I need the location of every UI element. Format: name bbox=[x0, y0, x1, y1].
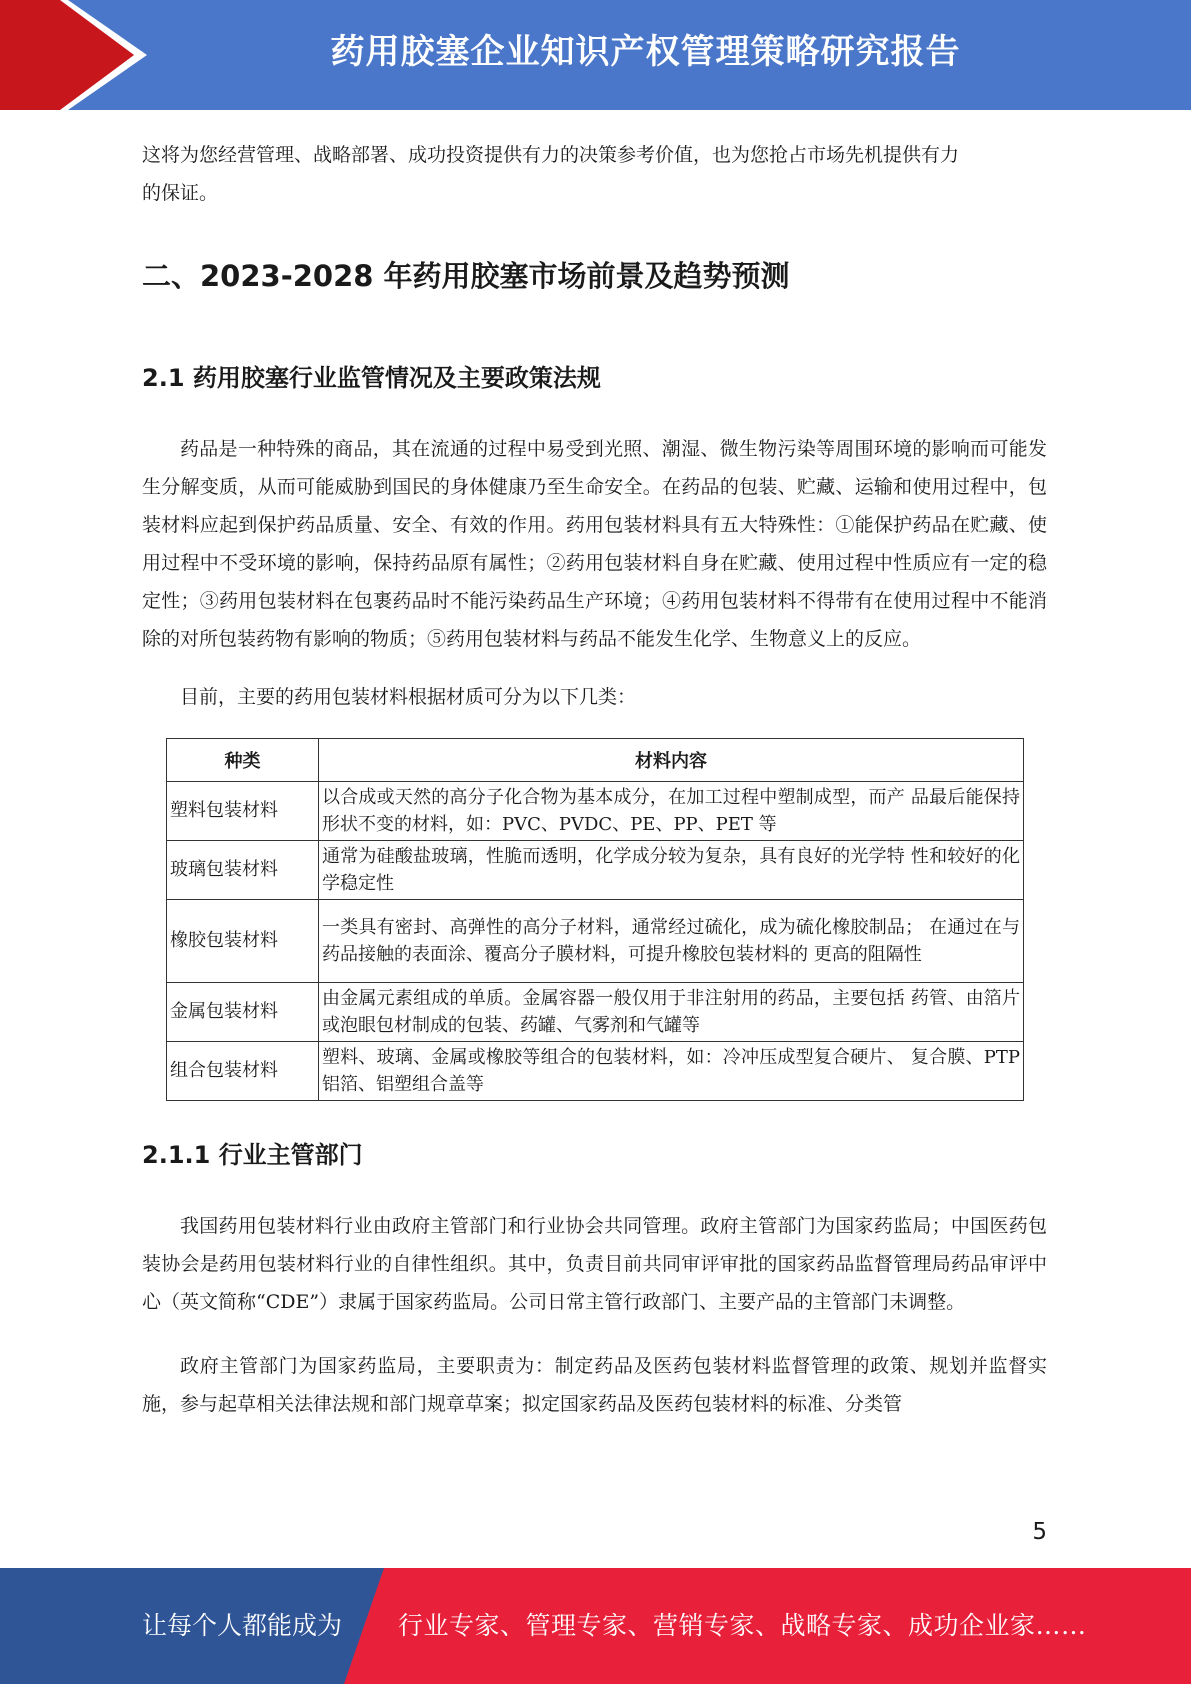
subsection-heading: 2.1 药用胶塞行业监管情况及主要政策法规 bbox=[142, 364, 601, 392]
section-heading: 二、2023-2028 年药用胶塞市场前景及趋势预测 bbox=[142, 259, 790, 293]
material-description: 以合成或天然的高分子化合物为基本成分，在加工过程中塑制成型，而产 品最后能保持形状不变的材料，如：PVC、PVDC、PE、PP、PET 等 bbox=[319, 782, 1024, 841]
material-description: 通常为硅酸盐玻璃，性脆而透明，化学成分较为复杂，具有良好的光学特 性和较好的化学稳定性 bbox=[319, 841, 1024, 900]
footer-band bbox=[0, 1568, 1191, 1684]
material-type: 塑料包装材料 bbox=[167, 782, 319, 841]
header-cell-content: 材料内容 bbox=[319, 739, 1024, 782]
header-cell-type: 种类 bbox=[167, 739, 319, 782]
table-row bbox=[167, 841, 1024, 900]
table-row bbox=[167, 1042, 1024, 1101]
paragraph-authorities: 我国药用包装材料行业由政府主管部门和行业协会共同管理。政府主管部门为国家药监局；中国医药包装协会是药用包装材料行业的自律性组织。其中，负责目前共同审评审批的国家药品监督管理局药品审评中心（英文简称“CDE”）隶属于国家药监局。公司日常主管行政部门、主要产品的主管部门未调整。 bbox=[142, 1215, 1047, 1313]
materials-table bbox=[166, 738, 1024, 1101]
intro-paragraph bbox=[142, 136, 1047, 212]
table-row bbox=[167, 782, 1024, 841]
material-type: 金属包装材料 bbox=[167, 983, 319, 1042]
header-arrow-decoration bbox=[0, 0, 160, 110]
material-type: 橡胶包装材料 bbox=[167, 900, 319, 983]
footer-slogan-left: 让每个人都能成为 bbox=[142, 1611, 343, 1640]
report-title: 药用胶塞企业知识产权管理策略研究报告 bbox=[330, 32, 961, 72]
subsubsection-heading: 2.1.1 行业主管部门 bbox=[142, 1141, 363, 1169]
material-type: 组合包装材料 bbox=[167, 1042, 319, 1101]
table-row bbox=[167, 900, 1024, 983]
header-band bbox=[0, 0, 1191, 110]
paragraph-packaging-properties: 药品是一种特殊的商品，其在流通的过程中易受到光照、潮湿、微生物污染等周围环境的影响而可能发生分解变质，从而可能威胁到国民的身体健康乃至生命安全。在药品的包装、贮藏、运输和使用过程中，包装材料应起到保护药品质量、安全、有效的作用。药用包装材料具有五大特殊性：①能保护药品在贮藏、使用过程中不受环境的影响，保持药品原有属性；②药用包装材料自身在贮藏、使用过程中性质应有一定的稳定性；③药用包装材料在包裹药品时不能污染药品生产环境；④药用包装材料不得带有在使用过程中不能消除的对所包装药物有影响的物质；⑤药用包装材料与药品不能发生化学、生物意义上的反应。 bbox=[142, 438, 1047, 650]
material-description: 由金属元素组成的单质。金属容器一般仅用于非注射用的药品，主要包括 药管、由箔片或泡眼包材制成的包装、药罐、气雾剂和气罐等 bbox=[319, 983, 1024, 1042]
intro-line-2: 的保证。 bbox=[142, 182, 219, 204]
paragraph-material-intro: 目前，主要的药用包装材料根据材质可分为以下几类： bbox=[180, 686, 637, 708]
page-content bbox=[142, 130, 1047, 1423]
intro-line-1: 这将为您经营管理、战略部署、成功投资提供有力的决策参考价值，也为您抢占市场先机提供有力 bbox=[142, 144, 960, 166]
material-type: 玻璃包装材料 bbox=[167, 841, 319, 900]
paragraph-responsibilities: 政府主管部门为国家药监局，主要职责为：制定药品及医药包装材料监督管理的政策、规划并监督实施，参与起草相关法律法规和部门规章草案；拟定国家药品及医药包装材料的标准、分类管 bbox=[142, 1355, 1047, 1415]
page-number: 5 bbox=[1032, 1519, 1047, 1545]
material-description: 一类具有密封、高弹性的高分子材料，通常经过硫化，成为硫化橡胶制品； 在通过在与药品接触的表面涂、覆高分子膜材料，可提升橡胶包装材料的 更高的阻隔性 bbox=[319, 900, 1024, 983]
material-description: 塑料、玻璃、金属或橡胶等组合的包装材料，如：冷冲压成型复合硬片、 复合膜、PTP 铝箔、铝塑组合盖等 bbox=[319, 1042, 1024, 1101]
footer-slogan-right: 行业专家、管理专家、营销专家、战略专家、成功企业家…… bbox=[398, 1611, 1087, 1640]
table-header-row bbox=[167, 739, 1024, 782]
table-row bbox=[167, 983, 1024, 1042]
